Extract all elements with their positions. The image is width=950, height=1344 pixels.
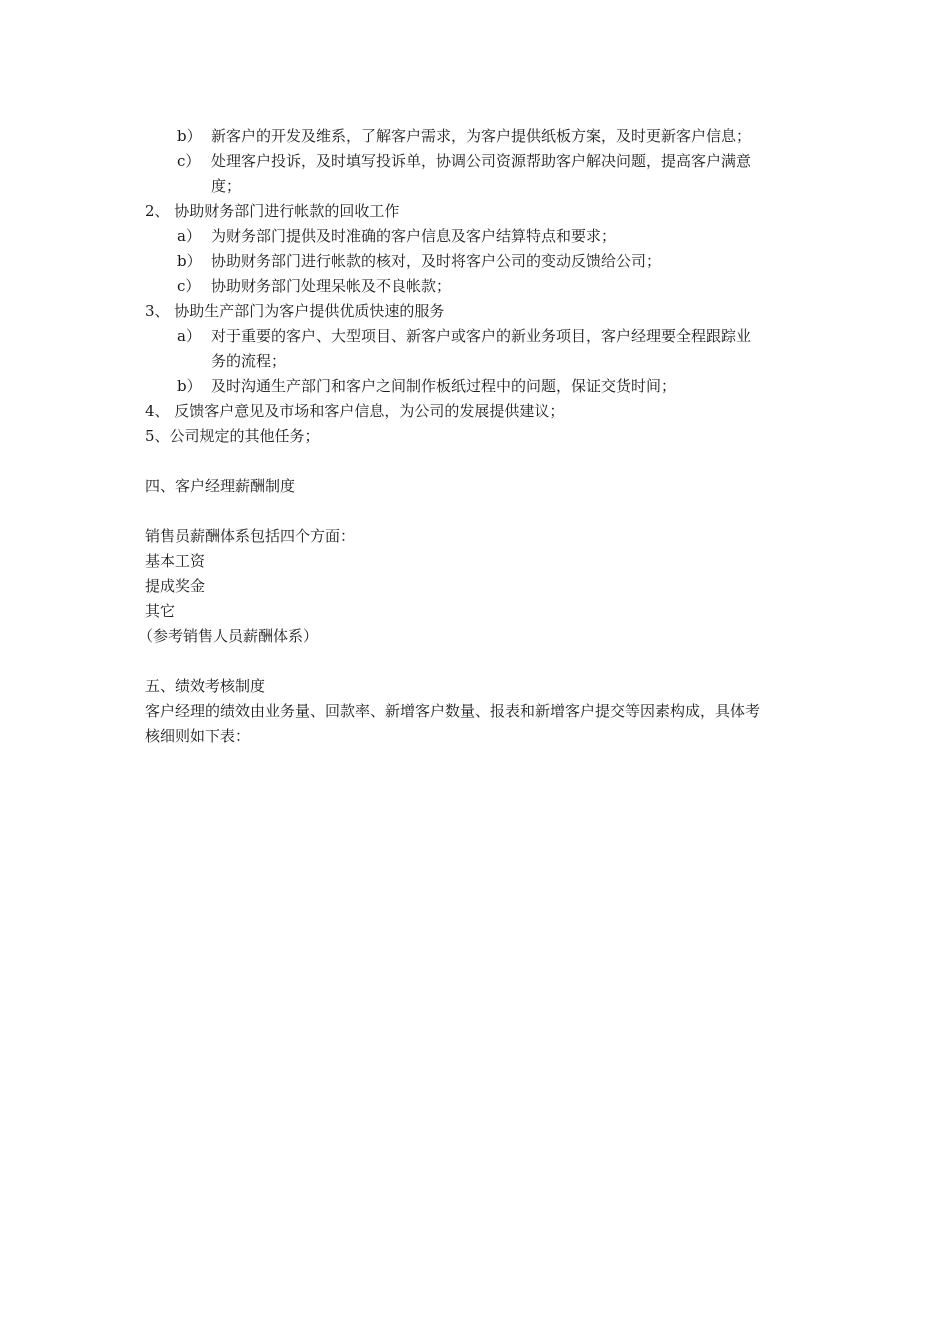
paragraph: 其它 — [145, 602, 176, 620]
section-title: 五、绩效考核制度 — [145, 677, 266, 695]
paragraph-continued: 核细则如下表： — [145, 727, 251, 745]
list-heading: 4、 反馈客户意见及市场和客户信息，为公司的发展提供建议； — [145, 402, 565, 420]
list-item-text: 新客户的开发及维系，了解客户需求，为客户提供纸板方案，及时更新客户信息； — [211, 127, 752, 145]
paragraph: 客户经理的绩效由业务量、回款率、新增客户数量、报表和新增客户提交等因素构成，具体考 — [145, 702, 761, 720]
list-item-text: 协助财务部门处理呆帐及不良帐款； — [211, 277, 452, 295]
section-title: 四、客户经理薪酬制度 — [145, 477, 296, 495]
list-marker: c） — [177, 152, 201, 170]
list-heading: 5、公司规定的其他任务； — [145, 427, 320, 445]
list-item-text-continued: 务的流程； — [211, 352, 287, 370]
list-marker: a） — [177, 227, 201, 245]
list-marker: c） — [177, 277, 201, 295]
list-item-text: 协助财务部门进行帐款的核对，及时将客户公司的变动反馈给公司； — [211, 252, 662, 270]
list-item-text: 及时沟通生产部门和客户之间制作板纸过程中的问题，保证交货时间； — [211, 377, 677, 395]
paragraph: 提成奖金 — [145, 577, 206, 595]
list-item-text-continued: 度； — [211, 177, 242, 195]
list-marker: a） — [177, 327, 201, 345]
list-item-text: 为财务部门提供及时准确的客户信息及客户结算特点和要求； — [211, 227, 617, 245]
paragraph-note: （参考销售人员薪酬体系） — [138, 627, 319, 645]
list-marker: b） — [177, 377, 202, 395]
list-marker: b） — [177, 252, 202, 270]
list-heading: 2、 协助财务部门进行帐款的回收工作 — [145, 202, 400, 220]
paragraph: 销售员薪酬体系包括四个方面： — [145, 527, 356, 545]
paragraph: 基本工资 — [145, 552, 206, 570]
list-heading: 3、 协助生产部门为客户提供优质快速的服务 — [145, 302, 445, 320]
list-item-text: 对于重要的客户、大型项目、新客户或客户的新业务项目，客户经理要全程跟踪业 — [211, 327, 752, 345]
list-marker: b） — [177, 127, 202, 145]
list-item-text: 处理客户投诉，及时填写投诉单，协调公司资源帮助客户解决问题，提高客户满意 — [211, 152, 752, 170]
